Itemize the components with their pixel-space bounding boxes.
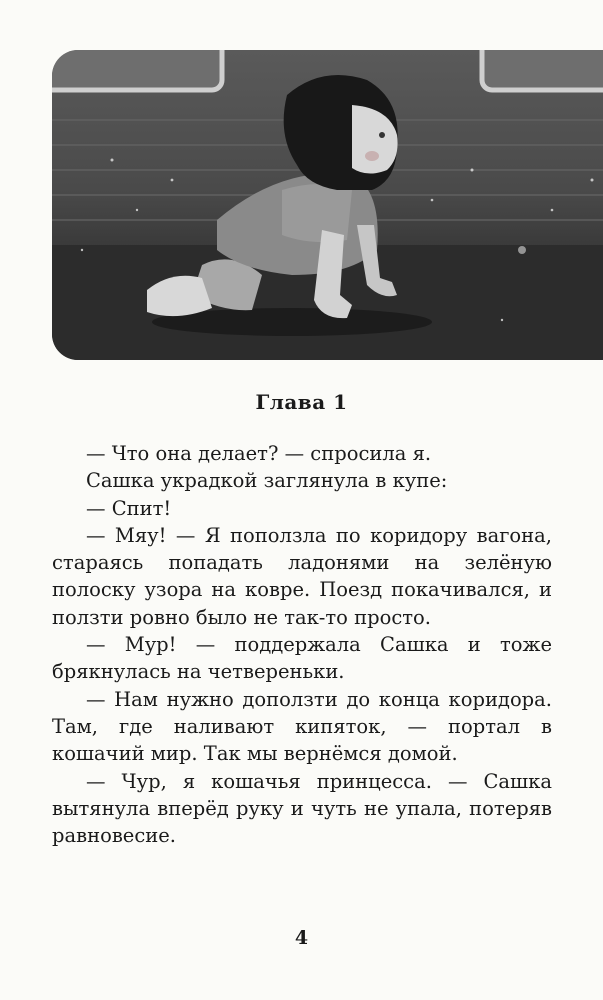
paragraph: — Что она делает? — спросила я. — [86, 442, 432, 465]
paragraph: — Нам нужно доползти до конца коридора. Там, где наливают кипяток, — портал в кошачий мир. Так мы вернёмся домой. — [52, 687, 552, 766]
paragraph: Сашка украдкой заглянула в купе: — [86, 469, 448, 493]
train-window-right — [482, 50, 603, 90]
paragraph: — Спит! — [86, 496, 172, 520]
paragraph: — Чур, я кошачья принцесса. — Сашка вытянула вперёд руку и чуть не упала, потеряв равновесие. — [52, 769, 552, 848]
body-text — [52, 440, 552, 849]
paragraph: — Мур! — поддержала Сашка и тоже брякнулась на четвереньки. — [52, 633, 552, 684]
girl-crawling-illustration — [52, 50, 603, 360]
paragraph: — Мяу! — Я поползла по коридору вагона, стараясь попадать ладонями на зелёную полоску узора на ковре. Поезд покачивался, и ползти ровно было не так-то просто. — [52, 523, 552, 629]
chapter-title: Глава 1 — [255, 390, 348, 414]
chapter-illustration — [52, 50, 603, 360]
page-number: 4 — [294, 927, 309, 949]
train-window-left — [52, 50, 222, 90]
